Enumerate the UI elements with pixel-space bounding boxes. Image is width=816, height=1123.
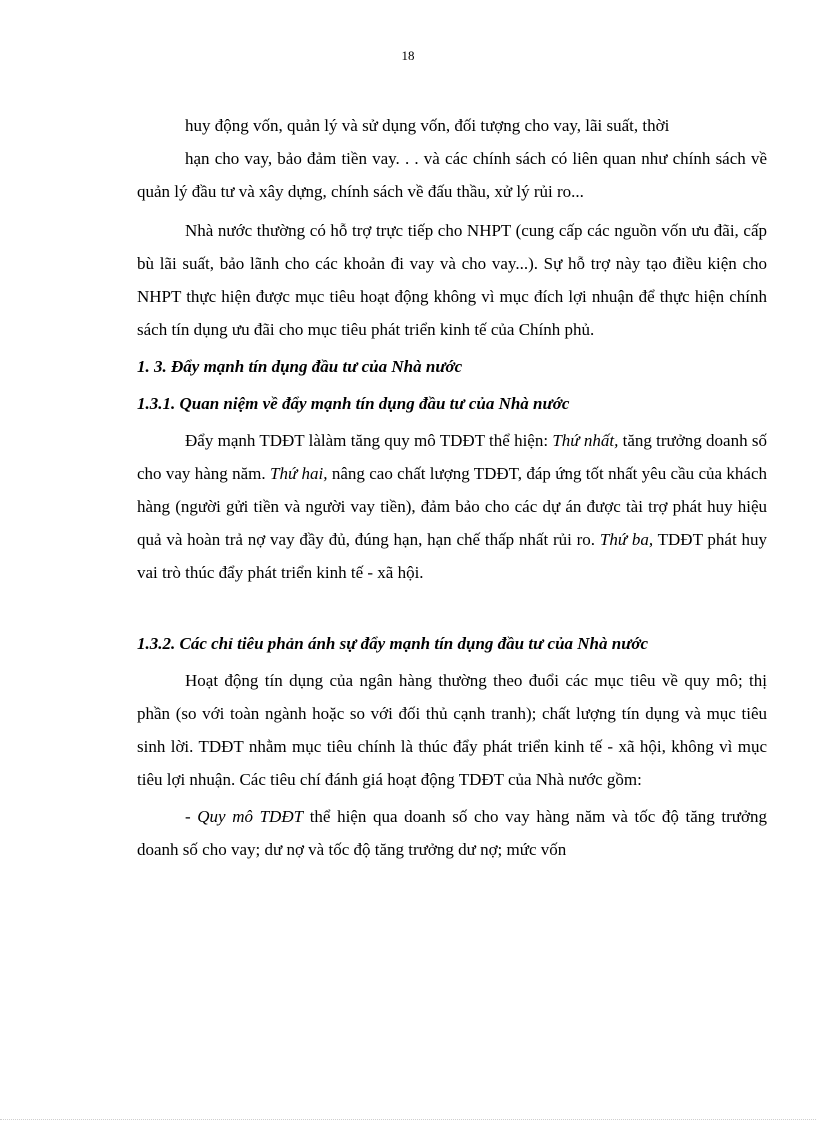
paragraph-1: hạn cho vay, bảo đảm tiền vay. . . và các chính sách có liên quan như chính sách về quản lý đầu tư và xây dựng, chính sách về đấu thầu, xử lý rủi ro...	[137, 149, 767, 201]
paragraph-3	[137, 424, 767, 589]
document-body	[137, 109, 767, 866]
paragraph-4: Hoạt động tín dụng của ngân hàng thường theo đuổi các mục tiêu về quy mô; thị phần (so với toàn ngành hoặc so với đối thủ cạnh tranh); chất lượng tín dụng và mục tiêu sinh lời. TDĐT nhằm mục tiêu chính là thúc đẩy phát triển kinh tế - xã hội, không vì mục tiêu lợi nhuận. Các tiêu chí đánh giá hoạt động TDĐT của Nhà nước gồm:	[137, 671, 767, 789]
p3-italic-2: Thứ hai,	[269, 464, 328, 483]
p5-italic: - Quy mô TDĐT	[185, 807, 304, 826]
heading-1-3-2: 1.3.2. Các chỉ tiêu phản ánh sự đẩy mạnh tín dụng đầu tư của Nhà nước	[137, 634, 649, 653]
p3-text-b: tăng trưởng doanh số cho vay hàng năm.	[137, 431, 767, 483]
heading-1-3: 1. 3. Đẩy mạnh tín dụng đầu tư của Nhà nước	[137, 357, 463, 376]
paragraph-1-line-1: huy động vốn, quản lý và sử dụng vốn, đối tượng cho vay, lãi suất, thời	[185, 116, 670, 135]
paragraph-5	[137, 800, 767, 866]
heading-1-3-1: 1.3.1. Quan niệm về đẩy mạnh tín dụng đầu tư của Nhà nước	[137, 394, 570, 413]
footer-divider	[0, 1119, 816, 1120]
page-number: 18	[401, 48, 415, 63]
p3-text-a: Đẩy mạnh TDĐT làlàm tăng quy mô TDĐT thể hiện:	[185, 431, 553, 450]
p3-text-c: nâng cao chất lượng TDĐT, đáp ứng tốt nhất yêu cầu của khách hàng (người gửi tiền và người vay tiền), đảm bảo cho các dự án được tài trợ phát huy hiệu quả và hoàn trả nợ vay đầy đủ, đúng hạn, hạn chế thấp nhất rủi ro.	[137, 464, 767, 549]
p3-italic-1: Thứ nhất,	[552, 431, 619, 450]
p3-text-d: TDĐT phát huy vai trò thúc đẩy phát triển kinh tế - xã hội.	[137, 530, 767, 582]
p5-text: thể hiện qua doanh số cho vay hàng năm và tốc độ tăng trưởng doanh số cho vay; dư nợ và tốc độ tăng trưởng dư nợ; mức vốn	[137, 807, 767, 859]
paragraph-2: Nhà nước thường có hỗ trợ trực tiếp cho NHPT (cung cấp các nguồn vốn ưu đãi, cấp bù lãi suất, bảo lãnh cho các khoản đi vay và cho vay...). Sự hỗ trợ này tạo điều kiện cho NHPT thực hiện được mục tiêu hoạt động không vì mục đích lợi nhuận để thực hiện chính sách tín dụng ưu đãi cho mục tiêu phát triển kinh tế của Chính phủ.	[137, 221, 767, 339]
p3-italic-3: Thứ ba,	[599, 530, 654, 549]
